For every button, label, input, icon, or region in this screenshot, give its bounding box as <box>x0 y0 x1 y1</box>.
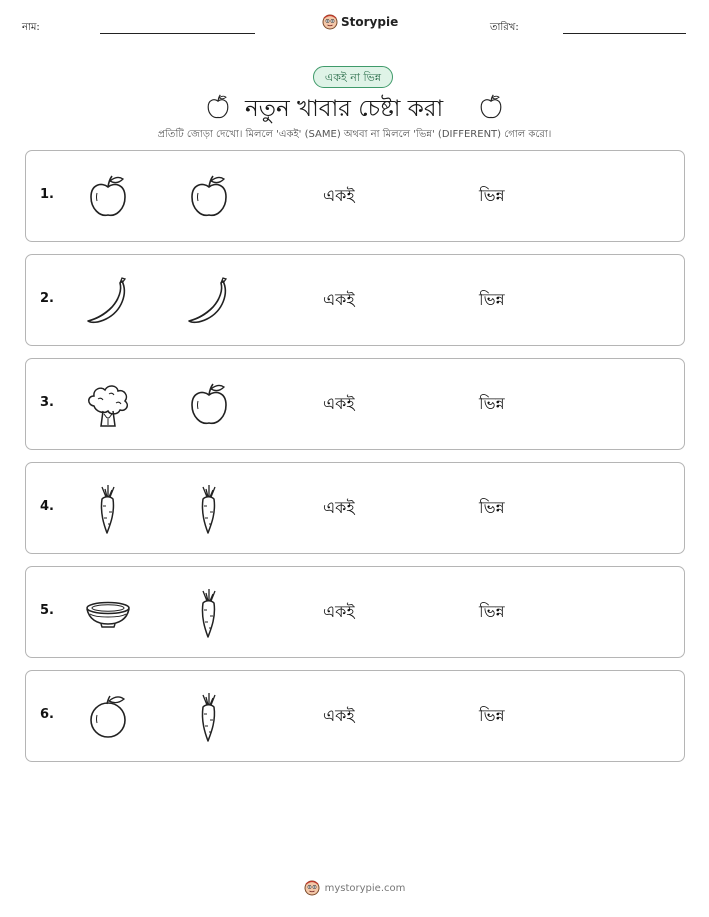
carrot-icon <box>183 483 235 535</box>
orange-icon <box>82 691 134 743</box>
question-row <box>25 566 685 658</box>
brand-name: Storypie <box>341 15 399 29</box>
question-row <box>25 462 685 554</box>
storypie-logo-icon <box>322 14 338 30</box>
apple-icon <box>203 92 233 122</box>
left-picture <box>82 171 134 223</box>
name-label: নাম: <box>22 22 40 33</box>
instructions: প্রতিটি জোড়া দেখো। মিললে 'একই' (SAME) অথবা না মিললে 'ভিন্ন' (DIFFERENT) গোল করো। <box>157 129 552 140</box>
left-picture <box>82 587 134 639</box>
title-row <box>0 90 709 124</box>
same-option[interactable]: একই <box>323 602 355 621</box>
right-picture <box>183 275 235 327</box>
banana-icon <box>82 275 134 327</box>
storypie-logo-icon <box>304 880 320 896</box>
right-picture <box>183 691 235 743</box>
different-option[interactable]: ভিন্ন <box>479 602 505 621</box>
left-picture <box>82 691 134 743</box>
bowl-icon <box>82 587 134 639</box>
right-picture <box>183 587 235 639</box>
left-picture <box>82 483 134 535</box>
apple-icon <box>476 92 506 122</box>
name-field-line[interactable] <box>100 33 255 34</box>
left-picture <box>82 275 134 327</box>
date-field-line[interactable] <box>563 33 686 34</box>
broccoli-icon <box>82 379 134 431</box>
question-row <box>25 254 685 346</box>
question-row <box>25 670 685 762</box>
footer-site: mystorypie.com <box>324 882 406 894</box>
question-row <box>25 358 685 450</box>
banana-icon <box>183 275 235 327</box>
question-row <box>25 150 685 242</box>
question-number: 5. <box>40 603 54 618</box>
question-number: 4. <box>40 499 54 514</box>
question-number: 6. <box>40 707 54 722</box>
right-picture <box>183 379 235 431</box>
page-title: নতুন খাবার চেষ্টা করা <box>245 96 444 122</box>
different-option[interactable]: ভিন্ন <box>479 186 505 205</box>
same-option[interactable]: একই <box>323 394 355 413</box>
different-option[interactable]: ভিন্ন <box>479 394 505 413</box>
apple-icon <box>183 171 235 223</box>
right-picture <box>183 171 235 223</box>
right-picture <box>183 483 235 535</box>
carrot-icon <box>82 483 134 535</box>
same-option[interactable]: একই <box>323 186 355 205</box>
apple-icon <box>183 379 235 431</box>
apple-icon <box>82 171 134 223</box>
brand <box>322 14 398 30</box>
different-option[interactable]: ভিন্ন <box>479 498 505 517</box>
same-option[interactable]: একই <box>323 290 355 309</box>
carrot-icon <box>183 691 235 743</box>
question-number: 3. <box>40 395 54 410</box>
worksheet-type-badge: একই না ভিন্ন <box>313 66 393 88</box>
question-number: 2. <box>40 291 54 306</box>
left-picture <box>82 379 134 431</box>
worksheet-header <box>0 14 709 38</box>
question-number: 1. <box>40 187 54 202</box>
footer <box>0 879 709 897</box>
same-option[interactable]: একই <box>323 706 355 725</box>
different-option[interactable]: ভিন্ন <box>479 290 505 309</box>
same-option[interactable]: একই <box>323 498 355 517</box>
different-option[interactable]: ভিন্ন <box>479 706 505 725</box>
carrot-icon <box>183 587 235 639</box>
date-label: তারিখ: <box>490 22 519 33</box>
